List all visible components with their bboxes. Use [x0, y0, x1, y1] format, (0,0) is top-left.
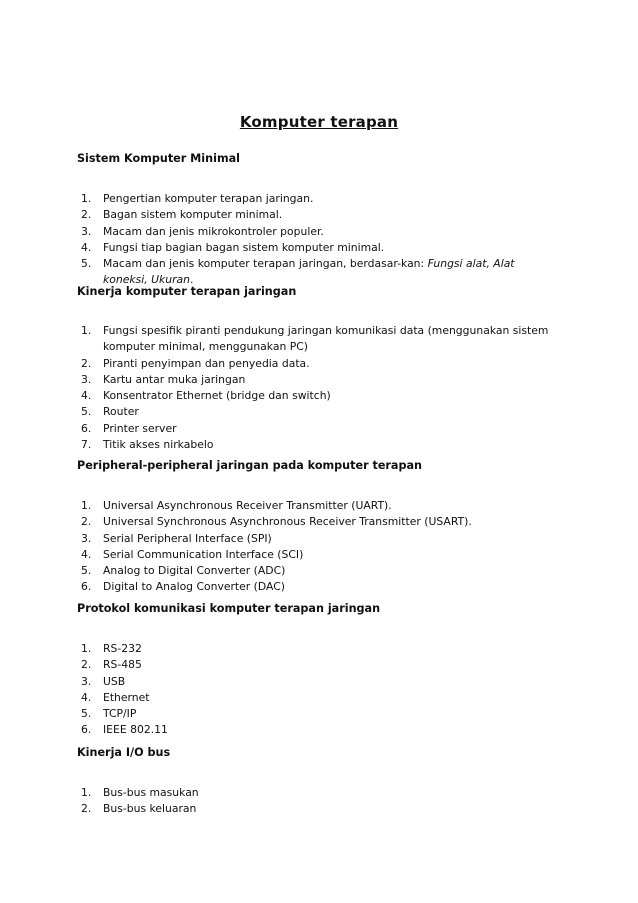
list-item-text: Macam dan jenis komputer terapan jaringan, berdasar-kan:: [103, 257, 428, 271]
list-kinerja-komputer-terapan: [77, 323, 557, 453]
list-item: [77, 498, 557, 514]
list-item-text: Router: [103, 405, 139, 419]
list-item-number: 1.: [81, 192, 92, 205]
list-sistem-komputer-minimal: [77, 191, 557, 289]
list-item: [77, 224, 557, 240]
list-item: [77, 641, 557, 657]
list-item-number: 4.: [81, 690, 92, 704]
list-item-number: 5.: [81, 257, 92, 271]
list-item-number: 5.: [81, 564, 92, 578]
list-item-number: 3.: [81, 372, 92, 386]
list-item-text: Serial Communication Interface (SCI): [103, 547, 304, 561]
list-item-number: 1.: [81, 642, 92, 655]
list-item: [77, 657, 557, 673]
list-item-italic-text: Fungsi alat, Alat koneksi, Ukuran: [103, 257, 515, 287]
list-item: [77, 674, 557, 690]
list-item: [77, 372, 557, 388]
list-item-text: IEEE 802.11: [103, 723, 168, 737]
list-item-text: Universal Asynchronous Receiver Transmitter (UART).: [103, 499, 392, 512]
list-item-number: 6.: [81, 723, 92, 737]
list-item-number: 4.: [81, 547, 92, 561]
section-heading-protokol-komunikasi: Protokol komunikasi komputer terapan jaringan: [77, 602, 381, 615]
list-item-text: Ethernet: [103, 690, 150, 704]
list-item: [77, 514, 557, 530]
list-item: [77, 404, 557, 420]
list-item: [77, 531, 557, 547]
list-item: [77, 256, 557, 289]
list-item-number: 3.: [81, 531, 92, 545]
list-item-text: Serial Peripheral Interface (SPI): [103, 531, 272, 545]
list-item-number: 3.: [81, 674, 92, 688]
list-item-number: 1.: [81, 324, 92, 337]
list-item: [77, 388, 557, 404]
list-item-text: RS-232: [103, 642, 142, 655]
section-heading-kinerja-io-bus: Kinerja I/O bus: [77, 746, 171, 759]
list-item-text: Bus-bus masukan: [103, 786, 199, 799]
list-item-text: Fungsi spesifik piranti pendukung jaringan komunikasi data (menggunakan sistem komputer minimal, menggunakan PC): [103, 324, 549, 354]
list-item-text: Digital to Analog Converter (DAC): [103, 580, 285, 594]
list-item: [77, 323, 557, 356]
list-item-suffix: .: [189, 273, 194, 287]
list-item-number: 2.: [81, 208, 92, 222]
section-heading-peripheral-jaringan: Peripheral-peripheral jaringan pada komputer terapan: [77, 459, 423, 472]
list-item-text: USB: [103, 674, 126, 688]
list-item-number: 5.: [81, 405, 92, 419]
list-item: [77, 547, 557, 563]
list-item: [77, 191, 557, 207]
list-item: [77, 785, 557, 801]
list-item: [77, 722, 557, 738]
list-item-number: 4.: [81, 389, 92, 403]
list-item: [77, 801, 557, 817]
list-item-text: Konsentrator Ethernet (bridge dan switch): [103, 389, 331, 403]
list-item-number: 4.: [81, 240, 92, 254]
list-item-number: 6.: [81, 580, 92, 594]
list-item-text: RS-485: [103, 658, 142, 672]
list-item-number: 2.: [81, 658, 92, 672]
list-item: [77, 356, 557, 372]
list-item-text: Bus-bus keluaran: [103, 802, 197, 816]
list-protokol-komunikasi: [77, 641, 557, 739]
list-item: [77, 706, 557, 722]
list-item-text: Universal Synchronous Asynchronous Receiver Transmitter (USART).: [103, 515, 472, 529]
list-item-number: 1.: [81, 499, 92, 512]
section-heading-kinerja-komputer-terapan: Kinerja komputer terapan jaringan: [77, 285, 297, 298]
list-item: [77, 421, 557, 437]
list-item-number: 2.: [81, 802, 92, 816]
list-item: [77, 563, 557, 579]
list-item-text: Titik akses nirkabelo: [103, 438, 214, 452]
list-item-text: Analog to Digital Converter (ADC): [103, 564, 286, 578]
list-item: [77, 240, 557, 256]
list-item-text: Fungsi tiap bagian bagan sistem komputer minimal.: [103, 240, 385, 254]
list-item-number: 1.: [81, 786, 92, 799]
list-item-number: 2.: [81, 356, 92, 370]
list-item: [77, 437, 557, 453]
list-item-number: 7.: [81, 438, 92, 452]
list-item-text: Printer server: [103, 421, 177, 435]
list-item-text: Macam dan jenis mikrokontroler populer.: [103, 224, 324, 238]
document-title: Komputer terapan: [239, 113, 399, 131]
list-item-number: 2.: [81, 515, 92, 529]
list-peripheral-jaringan: [77, 498, 557, 596]
list-item: [77, 690, 557, 706]
list-item: [77, 579, 557, 595]
list-item: [77, 207, 557, 223]
list-item-text: TCP/IP: [103, 707, 137, 721]
list-item-text: Pengertian komputer terapan jaringan.: [103, 192, 314, 205]
list-item-number: 5.: [81, 707, 92, 721]
list-item-number: 6.: [81, 421, 92, 435]
list-item-number: 3.: [81, 224, 92, 238]
section-heading-sistem-komputer-minimal: Sistem Komputer Minimal: [77, 152, 240, 165]
list-item-text: Piranti penyimpan dan penyedia data.: [103, 356, 310, 370]
list-item-text: Kartu antar muka jaringan: [103, 372, 246, 386]
list-kinerja-io-bus: [77, 785, 557, 818]
list-item-text: Bagan sistem komputer minimal.: [103, 208, 283, 222]
